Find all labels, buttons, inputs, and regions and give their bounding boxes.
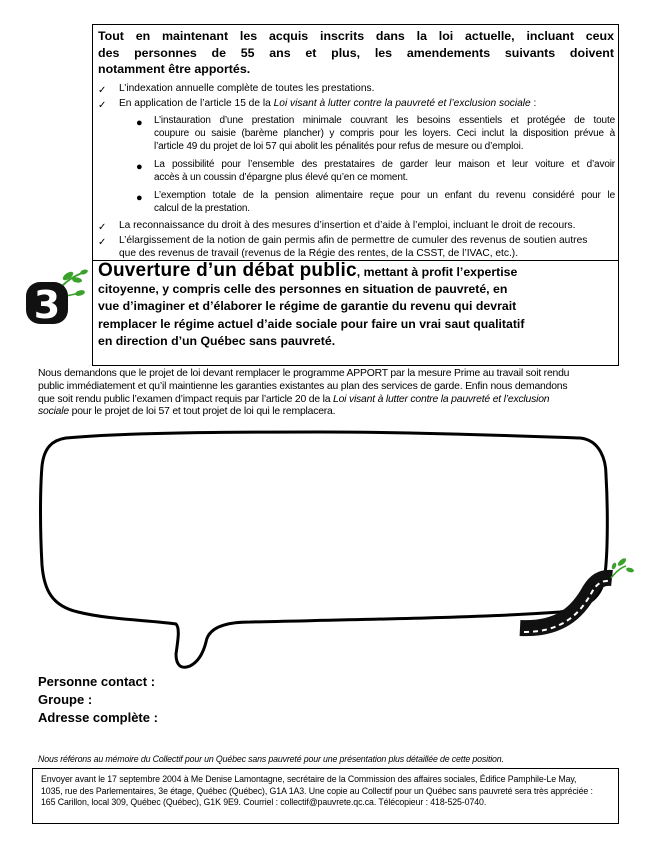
- address-label: Adresse complète :: [38, 710, 158, 725]
- bullet-icon: ●: [136, 192, 143, 204]
- instruction-line: 165 Carillon, local 309, Québec (Québec), G1K 9E9. Courriel : collectif@pauvrete.qc.ca. Télécopieur : 418-525-0740.: [41, 797, 487, 808]
- heading-line: des personnes de 55 ans et plus, les amendements suivants doivent: [98, 45, 614, 60]
- public-debate-text: Ouverture d’un débat public, mettant à profit l’expertise citoyenne, y compris celle des personnes en situation de pauvreté, en vue d’imaginer et d’élaborer le régime de garantie du revenu qui devrait remplacer le régime actuel d’aide sociale pour faire un vrai saut qualitatif en direction d’un Québec sans pauvreté.: [98, 260, 525, 348]
- leaf-sprout-icon: [611, 557, 635, 578]
- group-label: Groupe :: [38, 692, 93, 707]
- sub-item: La possibilité pour l’ensemble des prestataires de garder leur maison et leur voiture et d’avoir accès à un coussin d’épargne plus élevé qu’en ce moment.: [154, 159, 615, 183]
- bullet-icon: ●: [136, 117, 143, 129]
- debate-title: Ouverture d’un débat public: [98, 260, 357, 281]
- contact-label: Personne contact :: [38, 674, 156, 689]
- sub-item: L’exemption totale de la pension alimentaire reçue pour un enfant du revenu considéré pour le calcul de la prestation.: [154, 190, 615, 214]
- check-icon: ✓: [98, 222, 107, 233]
- check-icon: ✓: [98, 85, 107, 96]
- instruction-line: 1035, rue des Parlementaires, 3e étage, Québec (Québec), G1A 1A3. Une copie au Collectif pour un Québec sans pauvreté sera très appréciée :: [41, 785, 593, 796]
- amendment-item: En application de l’article 15 de la Loi visant à lutter contre la pauvreté et l’exclusion sociale :: [119, 98, 537, 109]
- reference-note: Nous référons au mémoire du Collectif pour un Québec sans pauvreté pour une présentation plus détaillée de cette position.: [38, 754, 504, 764]
- mailing-instructions-box: [32, 768, 619, 824]
- check-icon: ✓: [98, 100, 107, 111]
- amendment-item: L’élargissement de la notion de gain permis afin de permettre de cumuler des revenus de soutien autres que des revenus de travail (revenus de la Régie des rentes, de la CSST, de l’IVAC, etc.).: [119, 235, 588, 259]
- demands-paragraph: Nous demandons que le projet de loi devant remplacer le programme APPORT par la mesure Prime au travail soit rendu public immédiatement et qu’il maintienne les garanties existantes au plan des services de garde. Enfin nous demandons que soit rendu public l’examen d’impact requis par l’article 20 de la Loi visant à lutter contre la pauvreté et l’exclusion sociale pour le projet de loi 57 et tout projet de loi qui le remplacera.: [38, 368, 570, 418]
- check-icon: ✓: [98, 237, 107, 248]
- amendment-item: La reconnaissance du droit à des mesures d’insertion et d’aide à l’emploi, incluant le droit de recours.: [119, 220, 576, 231]
- number-three: 3: [33, 283, 61, 327]
- amendment-item: L’indexation annuelle complète de toutes les prestations.: [119, 83, 375, 94]
- heading-line: Tout en maintenant les acquis inscrits dans la loi actuelle, incluant ceux: [98, 29, 614, 43]
- sub-item: L’instauration d’une prestation minimale couvrant les besoins essentiels et protégée de toute coupure ou saisie (barème plancher) y compris pour les loyers. Ceci inclut la disposition prévue à l’article 49 du projet de loi 57 qui abolit les pénalités pour refus de mesure ou d’emploi.: [154, 115, 615, 152]
- heading-line: notamment être apportés.: [98, 62, 251, 76]
- instruction-line: Envoyer avant le 17 septembre 2004 à Me Denise Lamontagne, secrétaire de la Commission des affaires sociales, Édifice Pamphile-Le May,: [41, 774, 577, 784]
- bullet-icon: ●: [136, 161, 143, 173]
